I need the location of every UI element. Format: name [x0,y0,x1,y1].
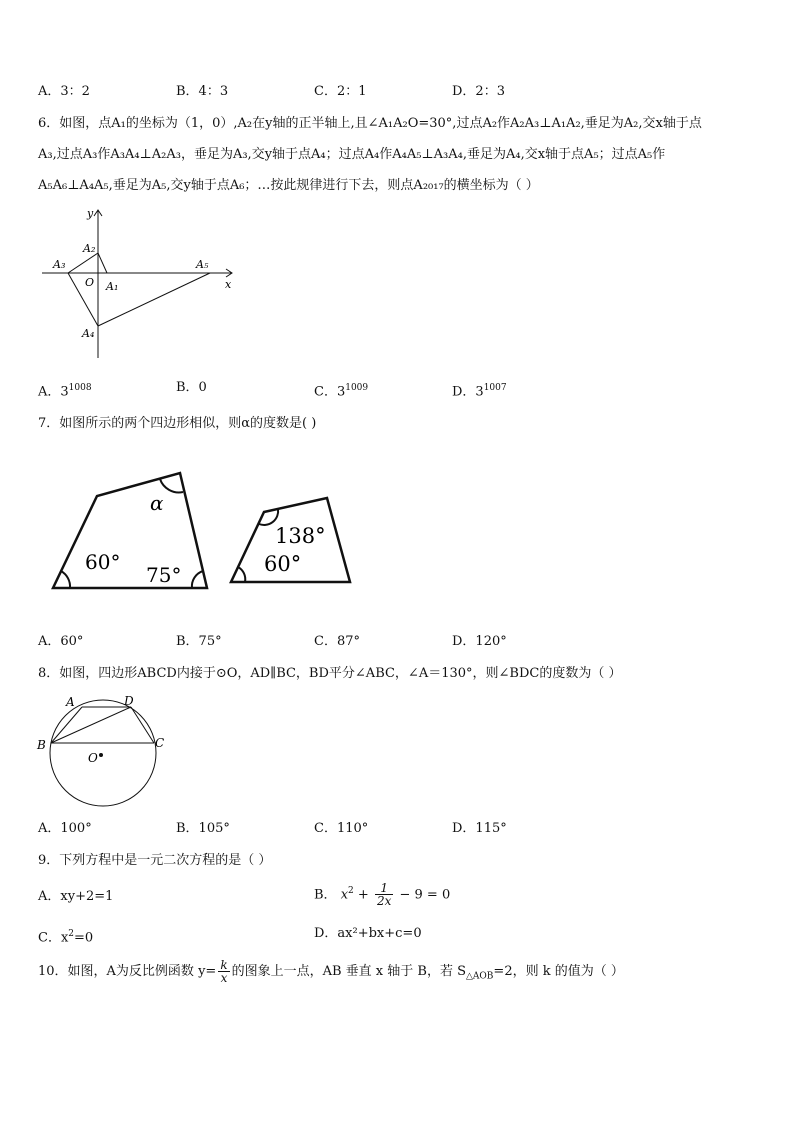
label-right-60: 60° [264,552,302,576]
circle-o [50,700,156,806]
q6-option-d-text: D．3 [452,384,484,400]
q9-option-b-fraction [375,882,393,907]
label-left-60: 60° [85,550,121,574]
angle-arc-60-small [238,567,245,582]
q5-option-b[interactable]: B．4：3 [176,84,229,99]
q6-option-a-exponent: 1008 [68,383,92,393]
label-x: x [225,278,232,291]
q8-option-b[interactable]: B．105° [176,821,230,836]
q9-option-b-prefix: B． [314,887,337,903]
q8-options [38,819,758,839]
q9-option-c-prefix: C．x [38,930,69,946]
q10-stem-c: =2，则 k 的值为（ ） [493,964,624,979]
q9-option-b[interactable] [314,881,450,907]
q6-option-c-text: C．3 [314,384,346,400]
label-a5: A₅ [196,258,209,271]
q7-option-a[interactable]: A．60° [38,634,84,649]
q7-option-c[interactable]: C．87° [314,634,360,649]
q6-options [38,378,758,398]
q9-option-b-exponent: 2 [348,886,354,896]
large-quadrilateral [53,473,207,588]
q6-stem-line-1: 6．如图，点A₁的坐标为（1，0）,A₂在y轴的正半轴上,且∠A₁A₂O=30°,过点A₂作A₂A₃⊥A₁A₂,垂足为A₂,交x轴于点 [38,116,702,131]
label-alpha: α [150,491,164,515]
q7-option-d[interactable]: D．120° [452,634,507,649]
label-a4: A₄ [82,327,95,340]
q9-option-b-tail: − 9 = 0 [395,887,451,903]
label-d: D [124,694,134,708]
q10-stem [38,958,624,986]
q6-figure [40,202,250,362]
angle-arc-75 [192,571,203,588]
q6-option-c-exponent: 1009 [345,383,369,393]
q10-stem-a: 10．如图，A为反比例函数 y= [38,964,217,979]
label-a3: A₃ [53,258,66,271]
label-c: C [155,736,165,750]
label-a1: A₁ [106,280,119,293]
q6-option-c[interactable] [314,378,368,402]
q8-option-a[interactable]: A．100° [38,821,92,836]
q9-option-c-tail: =0 [74,930,94,946]
q9-option-b-denominator: 2x [376,894,392,909]
label-y: y [87,207,94,220]
q8-figure [36,692,176,812]
q10-fraction [218,959,229,984]
label-a2: A₂ [83,242,96,255]
q8-option-d[interactable]: D．115° [452,821,507,836]
label-o: O [88,751,98,765]
q10-denominator: x [220,971,228,985]
q9-option-b-x: x [340,887,349,903]
q7-figure [40,465,370,600]
q10-numerator: k [220,958,228,972]
segment-bd [51,707,131,743]
q7-option-b[interactable]: B．75° [176,634,222,649]
label-left-75: 75° [146,563,182,587]
label-right-138: 138° [275,524,326,548]
segment-a2-a1 [98,253,107,273]
q8-stem: 8．如图，四边形ABCD内接于⊙O，AD∥BC，BD平分∠ABC，∠A＝130°，则∠BDC的度数为（ ） [38,666,622,681]
q7-stem: 7．如图所示的两个四边形相似，则α的度数是( ) [38,416,317,431]
q6-option-b[interactable]: B．0 [176,380,207,395]
q6-option-a-text: A．3 [38,384,69,400]
segment-ba [51,707,82,743]
q10-stem-b: 的图象上一点，AB 垂直 x 轴于 B，若 S [231,964,466,979]
segment-dc [131,707,154,743]
q9-stem: 9．下列方程中是一元二次方程的是（ ） [38,853,272,868]
q9-options-row-1 [38,881,758,911]
segment-a3-a2 [68,253,98,273]
q9-option-c[interactable] [38,924,93,948]
q9-option-b-plus: + [353,887,373,903]
q6-stem-line-3: A₅A₆⊥A₄A₅,垂足为A₅,交y轴于点A₆；…按此规律进行下去，则点A₂₀₁₇的横坐标为（ ） [38,178,539,193]
angle-arc-60-large [61,571,70,588]
center-dot [99,753,103,757]
q6-stem-line-2: A₃,过点A₃作A₃A₄⊥A₂A₃，垂足为A₃,交y轴于点A₄；过点A₄作A₄A₅⊥A₃A₄,垂足为A₄,交x轴于点A₅；过点A₅作 [38,147,666,162]
q10-subscript: △AOB [466,971,494,982]
q9-option-d[interactable]: D．ax²+bx+c=0 [314,926,422,941]
q9-option-b-numerator: 1 [375,882,393,895]
q5-options [38,82,758,102]
label-b: B [37,738,46,752]
q5-option-c[interactable]: C．2：1 [314,84,367,99]
q6-option-a[interactable] [38,378,92,402]
q9-option-c-exponent: 2 [68,929,75,939]
q9-option-a[interactable]: A．xy+2=1 [38,889,114,904]
q9-options-row-2 [38,924,758,944]
q6-option-d-exponent: 1007 [483,383,507,393]
label-a: A [66,695,75,709]
q7-options [38,632,758,652]
q5-option-d[interactable]: D．2：3 [452,84,505,99]
q8-option-c[interactable]: C．110° [314,821,369,836]
q6-option-d[interactable] [452,378,507,402]
label-o: O [85,276,95,289]
q5-option-a[interactable]: A．3：2 [38,84,90,99]
